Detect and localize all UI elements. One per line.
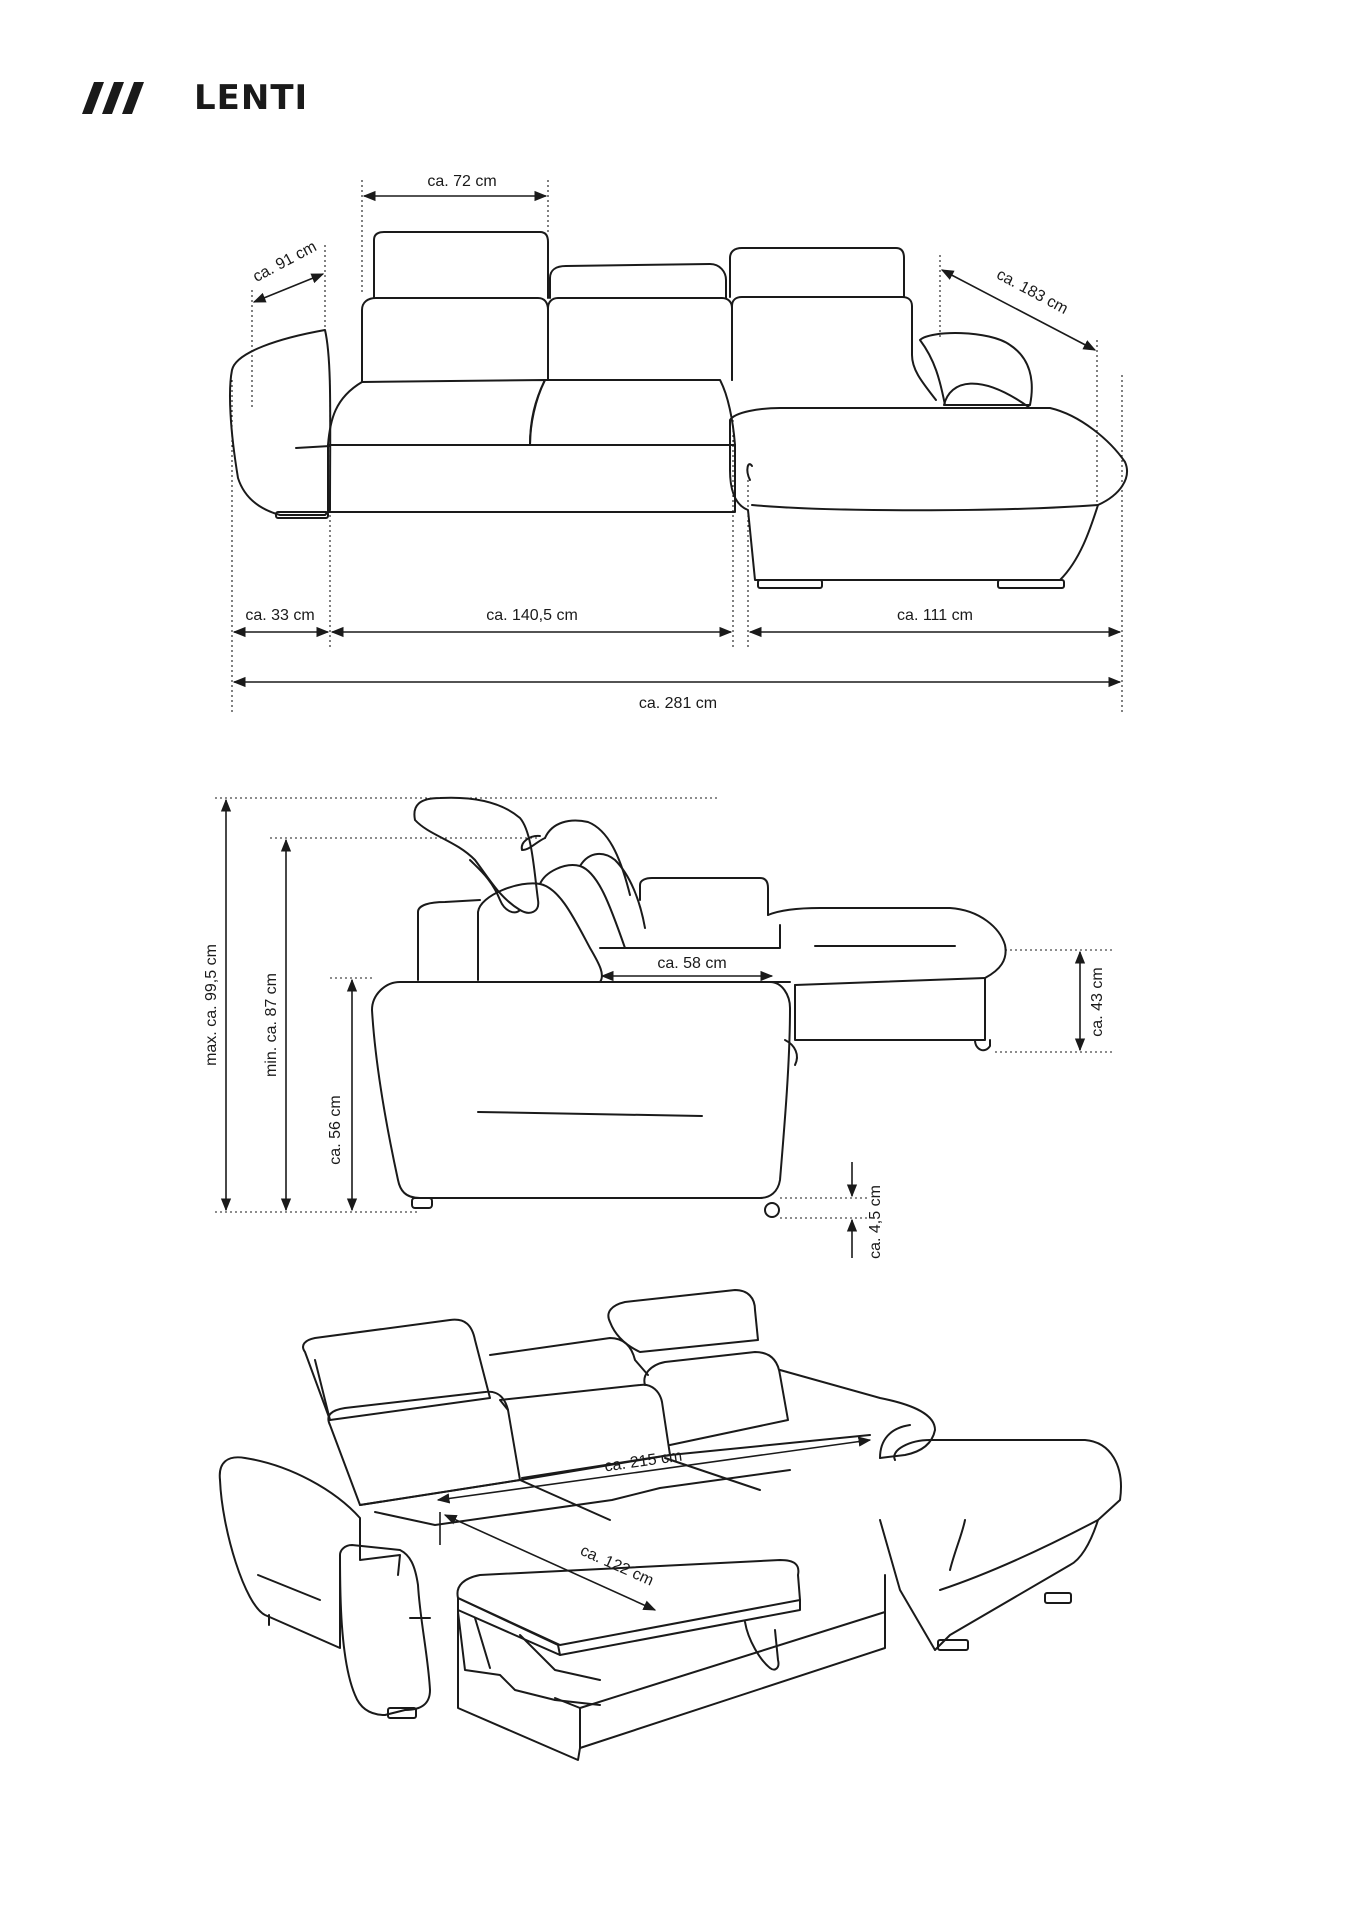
front-view [230, 173, 1127, 712]
dim-max-height: max. ca. 99,5 cm [203, 944, 220, 1066]
dim-total-width: ca. 281 cm [638, 695, 718, 712]
dim-bed-length: ca. 215 cm [603, 1447, 684, 1476]
dim-arm-height: ca. 56 cm [327, 1095, 344, 1165]
dim-min-height: min. ca. 87 cm [263, 972, 280, 1078]
side-view [203, 798, 1115, 1259]
dim-chaise-depth: ca. 183 cm [993, 266, 1071, 318]
dim-leg-height: ca. 4,5 cm [867, 1185, 884, 1259]
dim-seat-depth: ca. 58 cm [657, 955, 727, 972]
dim-headrest-width: ca. 72 cm [427, 173, 497, 190]
dim-chaise-width: ca. 111 cm [897, 607, 973, 624]
dim-arm-width: ca. 33 cm [245, 607, 315, 624]
bed-view [220, 1290, 1121, 1760]
dim-bed-width: ca. 122 cm [577, 1542, 657, 1590]
dim-seat-height: ca. 43 cm [1089, 967, 1106, 1037]
dim-depth-left: ca. 91 cm [250, 238, 320, 286]
product-title: LENTI [194, 78, 309, 118]
dim-middle-width: ca. 140,5 cm [486, 607, 578, 624]
